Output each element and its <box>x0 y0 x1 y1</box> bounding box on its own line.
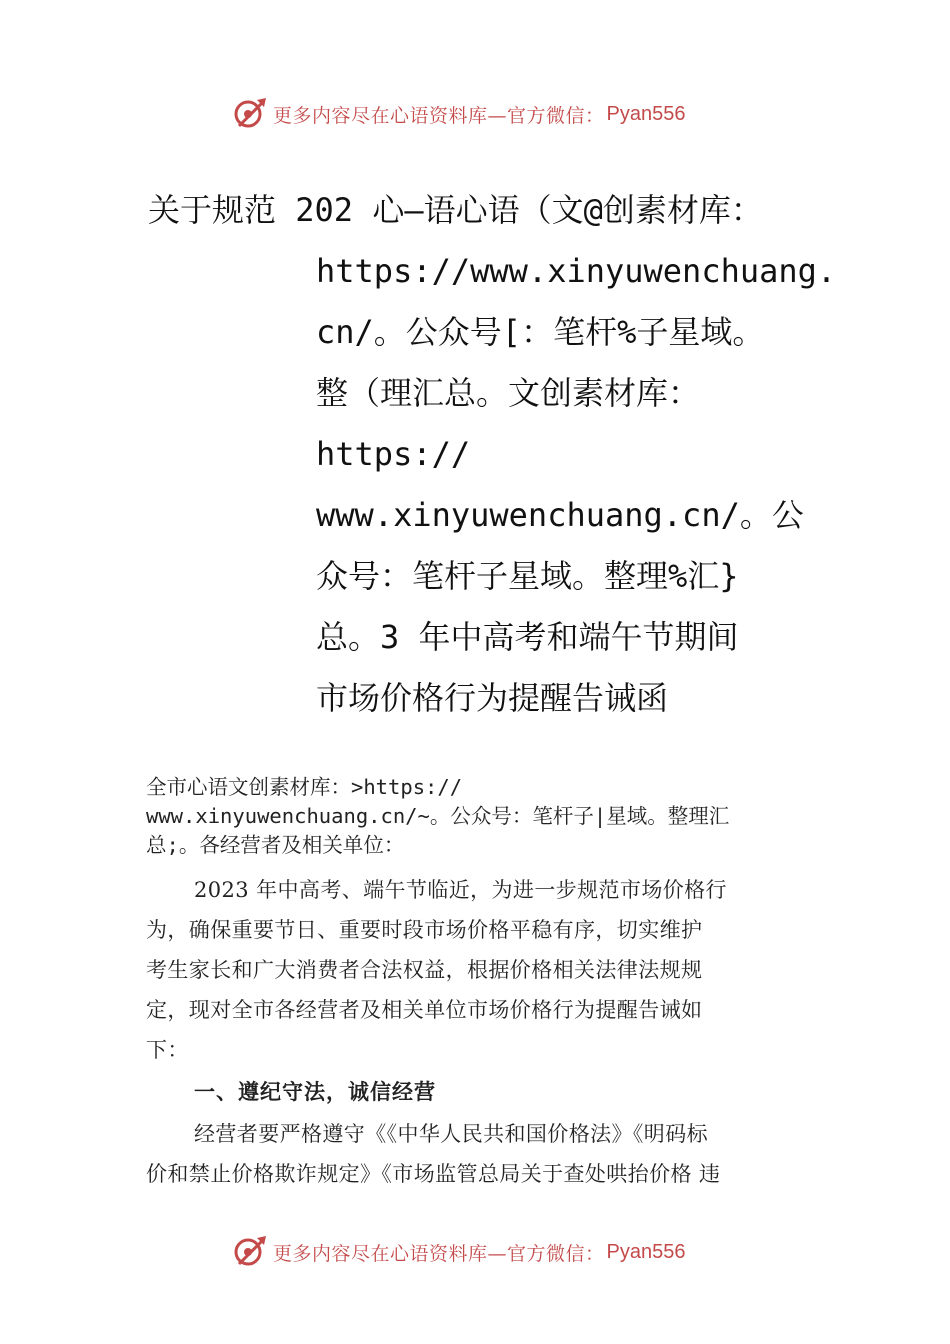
title-line: cn/。公众号[：笔杆%子星域。 <box>316 313 765 351</box>
document-title <box>148 180 837 729</box>
pen-logo-icon <box>233 96 269 132</box>
addressee-line: 总;。各经营者及相关单位： <box>146 833 405 857</box>
watermark-text: 更多内容尽在心语资料库—官方微信： <box>273 104 605 127</box>
pen-logo-icon <box>233 1234 269 1270</box>
watermark-banner-top <box>0 92 950 142</box>
title-line: www.xinyuwenchuang.cn/。公 <box>316 496 804 534</box>
paragraph-line: 定，现对全市各经营者及相关单位市场价格行为提醒告诫如 <box>146 998 703 1022</box>
addressee-line: 全市心语文创素材库：>https:// <box>146 775 463 799</box>
paragraph-line: 2023 年中高考、端午节临近，为进一步规范市场价格行 <box>194 878 727 902</box>
addressee <box>146 773 811 860</box>
paragraph-line: 下： <box>146 1038 189 1062</box>
title-line: https:// <box>316 435 471 473</box>
title-line: 关于规范 202 心—语心语（文@创素材库： <box>148 191 763 229</box>
watermark-text: 更多内容尽在心语资料库—官方微信： <box>273 1242 605 1265</box>
section-heading: 一、遵纪守法，诚信经营 <box>194 1080 436 1104</box>
addressee-line: www.xinyuwenchuang.cn/~。公众号：笔杆子|星域。整理汇 <box>146 804 730 828</box>
title-line: 整（理汇总。文创素材库： <box>316 374 701 412</box>
watermark-banner-bottom <box>0 1230 950 1280</box>
title-line: 市场价格行为提醒告诫函 <box>316 679 669 717</box>
paragraph-line: 为，确保重要节日、重要时段市场价格平稳有序，切实维护 <box>146 918 703 942</box>
paragraph-line: 经营者要严格遵守《《中华人民共和国价格法》《明码标 <box>194 1122 708 1146</box>
watermark-id: Pyan556 <box>606 102 686 125</box>
title-line: 总。3 年中高考和端午节期间 <box>316 618 739 656</box>
paragraph-line: 价和禁止价格欺诈规定》《市场监管总局关于查处哄抬价格 违 <box>146 1162 721 1186</box>
document-body <box>146 870 811 1194</box>
paragraph-line: 考生家长和广大消费者合法权益，根据价格相关法律法规规 <box>146 958 703 982</box>
title-line: https://www.xinyuwenchuang. <box>316 252 837 290</box>
title-line: 众号：笔杆子星域。整理%汇} <box>316 557 739 595</box>
watermark-id: Pyan556 <box>606 1240 686 1263</box>
